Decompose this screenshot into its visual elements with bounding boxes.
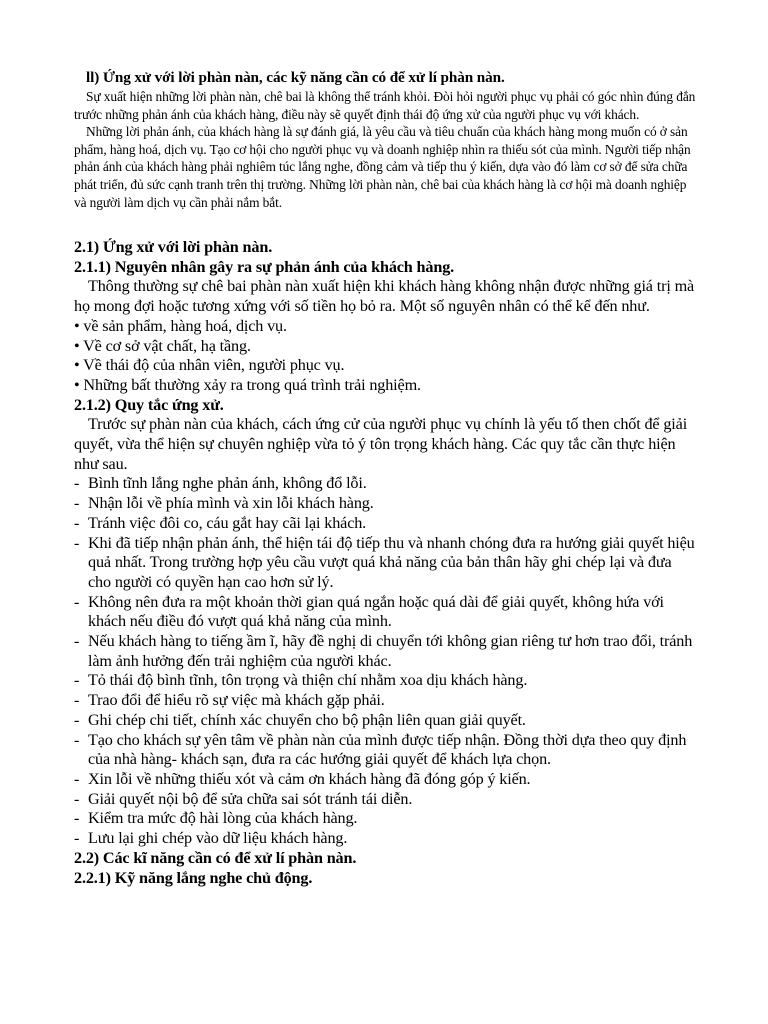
list-item: [74, 474, 698, 494]
list-item: • về sản phẩm, hàng hoá, dịch vụ.: [74, 316, 287, 335]
section-heading: 2.1) Ứng xử với lời phàn nàn.: [74, 238, 273, 256]
rule-text: Kiểm tra mức độ hài lòng của khách hàng.: [88, 809, 358, 828]
list-item: [74, 671, 698, 691]
dash-marker: -: [74, 730, 80, 749]
list-item: [74, 514, 698, 534]
rule-text: Ghi chép chi tiết, chính xác chuyển cho bộ phận liên quan giải quyết.: [88, 710, 526, 729]
subsection-heading: 2.1.2) Quy tắc ứng xử.: [74, 395, 224, 414]
cause-list: [74, 317, 698, 396]
list-item: [74, 770, 698, 790]
dash-marker: -: [74, 710, 80, 729]
rule-text: Tạo cho khách sự yên tâm về phàn nàn của mình được tiếp nhận. Đồng thời dựa theo quy định của nhà hàng- khách sạn, đưa ra các hướng giải quyết để khách lựa chọn.: [88, 730, 687, 769]
list-item: [74, 731, 698, 770]
intro-paragraph: Sự xuất hiện những lời phàn nàn, chê bai là không thể tránh khỏi. Đòi hỏi người phục vụ phải có góc nhìn đúng đắn trước những phản ánh của khách hàng, điều này sẽ quyết định thái độ ứng xử của người phục vụ với khách.: [74, 89, 696, 122]
dash-marker: -: [74, 671, 80, 690]
rules-list: [74, 474, 698, 848]
rule-text: Trao đổi để hiểu rõ sự việc mà khách gặp phải.: [88, 691, 385, 710]
body-paragraph: Thông thường sự chê bai phàn nàn xuất hiện khi khách hàng không nhận được những giá trị mà họ mong đợi hoặc tương xứng với số tiền họ bỏ ra. Một số nguyên nhân có thể kể đến như.: [74, 277, 695, 316]
dash-marker: -: [74, 632, 80, 651]
main-block: [74, 238, 698, 888]
list-item: [74, 534, 698, 593]
list-item: • Về cơ sở vật chất, hạ tầng.: [74, 336, 251, 355]
rule-text: Khi đã tiếp nhận phản ánh, thể hiện tái độ tiếp thu và nhanh chóng đưa ra hướng giải quyết hiệu quả nhất. Trong trường hợp yêu cầu vượt quá khả năng của bản thân hãy ghi chép lại và đưa cho người có quyền hạn cao hơn sử lý.: [88, 533, 695, 591]
rule-text: Bình tĩnh lắng nghe phản ánh, không đổ lỗi.: [88, 474, 367, 493]
rule-text: Giải quyết nội bộ để sửa chữa sai sót tránh tái diễn.: [88, 789, 413, 808]
dash-marker: -: [74, 533, 80, 552]
subsection-heading: 2.1.1) Nguyên nhân gây ra sự phản ánh của khách hàng.: [74, 257, 455, 276]
list-item: [74, 632, 698, 671]
body-paragraph: Trước sự phàn nàn của khách, cách ứng cử của người phục vụ chính là yếu tố then chốt để giải quyết, vừa thể hiện sự chuyên nghiệp vừa tỏ ý tôn trọng khách hàng. Các quy tắc cần thực hiện như sau.: [74, 415, 688, 473]
intro-paragraph: Những lời phản ánh, của khách hàng là sự đánh giá, là yêu cầu và tiêu chuẩn của khách hàng mong muốn có ở sản phẩm, hàng hoá, dịch vụ. Tạo cơ hội cho người phục vụ và doanh nghiệp nhìn ra thiếu sót của mình. Người tiếp nhận phản ánh của khách hàng phải nghiêm túc lắng nghe, đồng cảm và tiếp thu ý kiến, dựa vào đó làm cơ sở để sửa chữa phát triển, đủ sức cạnh tranh trên thị trường. Những lời phàn nàn, chê bai của khách hàng là cơ hội mà doanh nghiệp và người làm dịch vụ cần phải nắm bắt.: [74, 124, 691, 210]
rule-text: Tránh việc đôi co, cáu gắt hay cãi lại khách.: [88, 513, 367, 532]
list-item: [74, 809, 698, 829]
list-item: [74, 790, 698, 810]
dash-marker: -: [74, 474, 80, 493]
rule-text: Xin lỗi về những thiếu xót và cảm ơn khách hàng đã đóng góp ý kiến.: [88, 769, 531, 788]
dash-marker: -: [74, 829, 80, 848]
dash-marker: -: [74, 789, 80, 808]
section-heading: ll) Ứng xử với lời phàn nàn, các kỹ năng cần có để xử lí phàn nàn.: [86, 69, 505, 86]
dash-marker: -: [74, 494, 80, 513]
intro-block: [74, 68, 700, 211]
section-heading: 2.2) Các kĩ năng cần có để xử lí phàn nàn.: [74, 848, 357, 867]
dash-marker: -: [74, 513, 80, 532]
dash-marker: -: [74, 809, 80, 828]
list-item: • Những bất thường xảy ra trong quá trình trải nghiệm.: [74, 375, 421, 394]
subsection-heading: 2.2.1) Kỹ năng lắng nghe chủ động.: [74, 868, 313, 887]
rule-text: Không nên đưa ra một khoản thời gian quá ngắn hoặc quá dài để giải quyết, không hứa với khách nếu điều đó vượt quá khả năng của mình.: [88, 592, 664, 631]
dash-marker: -: [74, 691, 80, 710]
list-item: [74, 593, 698, 632]
rule-text: Lưu lại ghi chép vào dữ liệu khách hàng.: [88, 829, 348, 848]
list-item: [74, 691, 698, 711]
dash-marker: -: [74, 769, 80, 788]
rule-text: Tỏ thái độ bình tĩnh, tôn trọng và thiện chí nhằm xoa dịu khách hàng.: [88, 671, 528, 690]
rule-text: Nhận lỗi về phía mình và xin lỗi khách hàng.: [88, 494, 374, 513]
list-item: [74, 711, 698, 731]
list-item: [74, 829, 698, 849]
dash-marker: -: [74, 592, 80, 611]
list-item: [74, 494, 698, 514]
list-item: • Về thái độ của nhân viên, người phục vụ.: [74, 356, 345, 375]
rule-text: Nếu khách hàng to tiếng ầm ĩ, hãy đề nghị di chuyển tới không gian riêng tư hơn trao đổi, tránh làm ảnh hưởng đến trải nghiệm của người khác.: [88, 632, 693, 670]
